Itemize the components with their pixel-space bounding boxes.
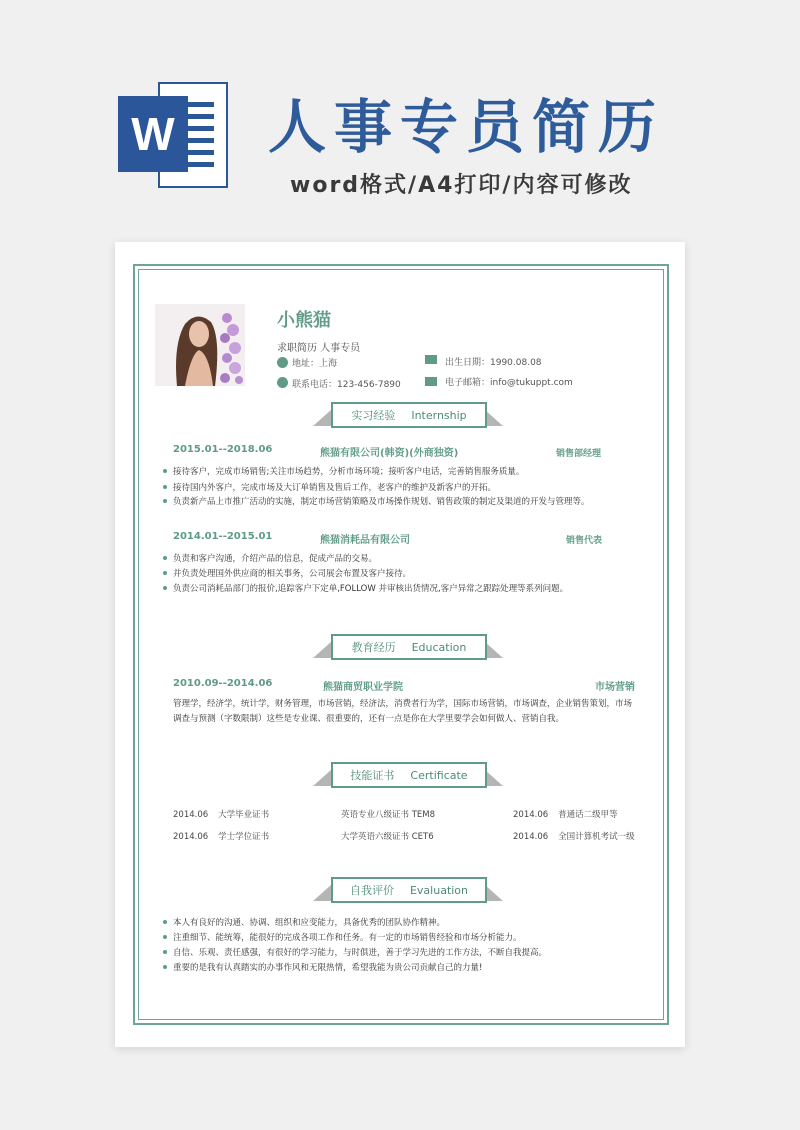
job-1-company: 熊猫有限公司(韩资)(外商独资): [320, 448, 459, 459]
section-education-en: Education: [411, 640, 467, 654]
job-2-bullet-3: 负责公司消耗品部门的报价,追踪客户下定单,FOLLOW 并审核出货情况,客户异常之跟踪处理等系列问题。: [173, 584, 569, 594]
phone-icon: [277, 377, 288, 388]
candidate-name: 小熊猫: [277, 310, 331, 331]
job-2-role: 销售代表: [566, 536, 603, 546]
section-education: [115, 634, 685, 660]
word-letter-badge: W: [118, 96, 188, 172]
section-certificate: [115, 762, 685, 788]
job-1-date: 2015.01--2018.06: [173, 444, 273, 455]
cert-2: 英语专业八级证书 TEM8: [341, 810, 436, 820]
section-evaluation: [115, 877, 685, 903]
job-1-role: 销售部经理: [556, 449, 602, 459]
page-subtitle: word格式/A4打印/内容可修改: [290, 173, 633, 198]
eval-2: 注重细节、能统筹，能很好的完成各项工作和任务。有一定的市场销售经验和市场分析能力。: [173, 933, 522, 943]
section-education-cn: 教育经历: [351, 641, 396, 654]
job-1-bullet-1: 接待客户，完成市场销售;关注市场趋势，分析市场环境；接听客户电话，完善销售服务质量。: [173, 467, 525, 477]
section-internship: [115, 402, 685, 428]
word-doc-icon: [118, 78, 226, 190]
birth-text: 出生日期：1990.08.08: [445, 358, 542, 368]
section-certificate-cn: 技能证书: [350, 769, 395, 782]
section-internship-en: Internship: [411, 408, 467, 422]
cert-5: 大学英语六级证书 CET6: [341, 832, 434, 842]
eval-3: 自信、乐观、责任感强，有很好的学习能力，与时俱进，善于学习先进的工作方法，不断自我提高。: [173, 948, 548, 958]
user-group-icon: [425, 355, 437, 364]
eval-4: 重要的是我有认真踏实的办事作风和无限热情，希望我能为贵公司贡献自己的力量!: [173, 963, 483, 973]
job-2-company: 熊猫消耗品有限公司: [320, 535, 410, 546]
location-icon: [277, 357, 288, 368]
mail-icon: [425, 377, 437, 386]
job-1-bullet-3: 负责新产品上市推广活动的实施，制定市场营销策略及市场操作规划、销售政策的制定及渠道的开发与管理等。: [173, 497, 590, 507]
edu-school: 熊猫商贸职业学院: [323, 682, 403, 693]
job-2-date: 2014.01--2015.01: [173, 531, 273, 542]
job-line: 求职简历 人事专员: [277, 343, 361, 354]
cert-3: 2014.06 普通话二级甲等: [513, 810, 618, 820]
cert-6: 2014.06 全国计算机考试一级: [513, 832, 635, 842]
section-evaluation-cn: 自我评价: [349, 884, 394, 897]
section-internship-cn: 实习经验: [351, 409, 396, 422]
job-2-bullet-2: 并负责处理国外供应商的相关事务，公司展会布置及客户接待。: [173, 569, 412, 579]
job-1-bullet-2: 接待国内外客户，完成市场及大订单销售及售后工作，老客户的维护及新客户的开拓。: [173, 483, 497, 493]
cert-1: 2014.06 大学毕业证书: [173, 810, 270, 820]
header: [0, 0, 800, 240]
job-2-bullet-1: 负责和客户沟通，介绍产品的信息，促成产品的交易。: [173, 554, 378, 564]
page-title: 人事专员简历: [268, 93, 665, 161]
resume-paper: [115, 242, 685, 1047]
edu-description: 管理学，经济学，统计学，财务管理，市场营销，经济法，消费者行为学，国际市场营销，市场调查，企业销售策划，市场调查与预测（字数限制）这些是专业课、很重要的，还有一点是你在大学里要学会如何做人、营销自我。: [173, 699, 633, 724]
section-certificate-en: Certificate: [410, 768, 468, 782]
cert-4: 2014.06 学士学位证书: [173, 832, 270, 842]
address-text: 地址：上海: [292, 359, 338, 369]
edu-major: 市场营销: [595, 682, 635, 693]
profile-photo: [155, 304, 245, 386]
eval-1: 本人有良好的沟通、协调、组织和应变能力，具备优秀的团队协作精神。: [173, 918, 446, 928]
section-evaluation-en: Evaluation: [409, 883, 469, 897]
edu-date: 2010.09--2014.06: [173, 678, 273, 689]
email-text: 电子邮箱：info@tukuppt.com: [445, 378, 573, 388]
phone-text: 联系电话：123-456-7890: [292, 380, 401, 390]
